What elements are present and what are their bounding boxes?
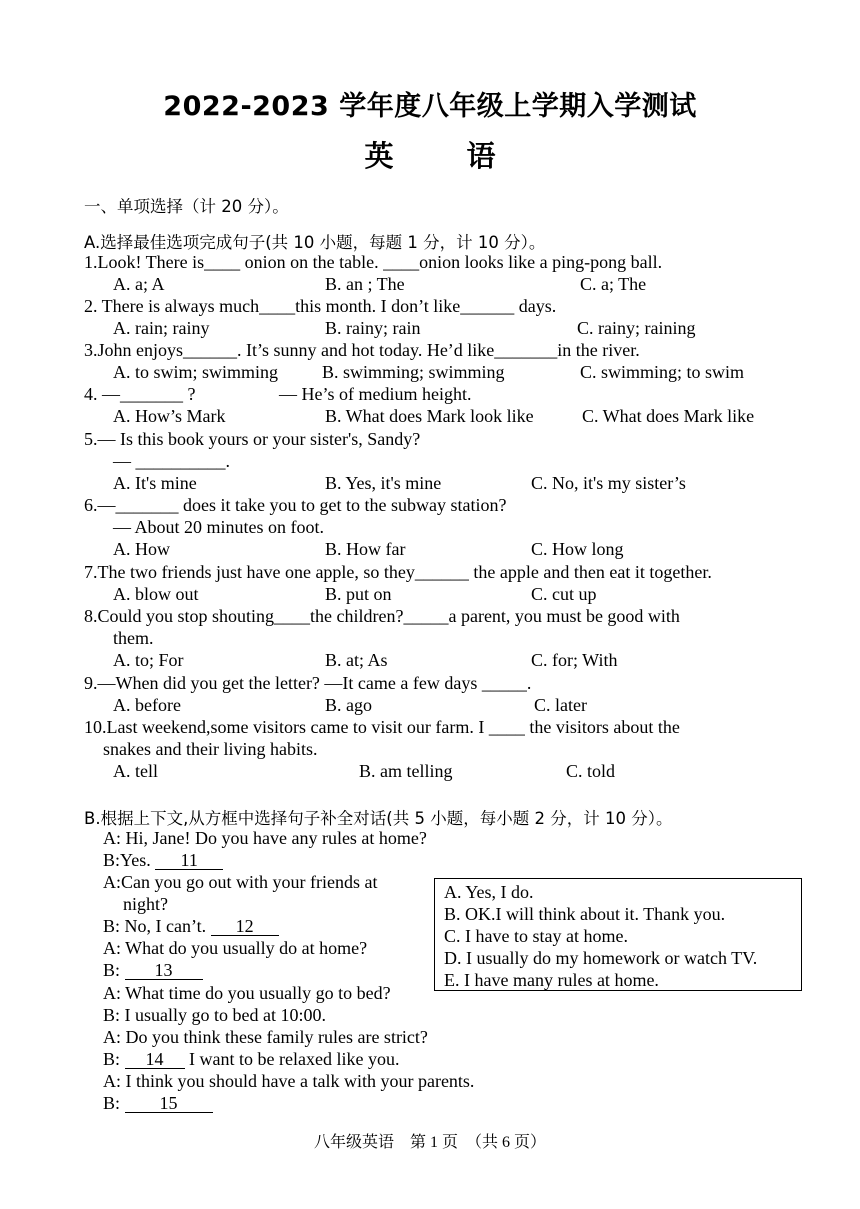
dialogue-line: A:Can you go out with your friends at	[103, 872, 378, 892]
option-c: C. told	[566, 761, 616, 781]
question-stem: 9.—When did you get the letter? —It came a few days _____.	[84, 673, 532, 693]
box-option: B. OK.I will think about it. Thank you.	[444, 904, 726, 924]
dialogue-line: A: I think you should have a talk with your parents.	[103, 1071, 475, 1091]
box-option: E. I have many rules at home.	[444, 970, 659, 990]
blank-12: 12	[211, 917, 279, 936]
blank-15: 15	[125, 1094, 213, 1113]
section-heading: 一、单项选择（计 20 分）。	[84, 197, 289, 216]
option-c: C. No, it's my sister’s	[531, 473, 686, 493]
options-box	[434, 878, 802, 991]
question-stem: 1.Look! There is____ onion on the table. ____onion looks like a ping-pong ball.	[84, 252, 663, 272]
option-b: B. ago	[325, 695, 372, 715]
option-b: B. How far	[325, 539, 406, 559]
question-stem: 6.—_______ does it take you to get to the subway station?	[84, 495, 507, 515]
question-stem: 3.John enjoys______. It’s sunny and hot today. He’d like_______in the river.	[84, 340, 640, 360]
option-c: C. rainy; raining	[577, 318, 696, 338]
option-b: B. put on	[325, 584, 392, 604]
dialogue-line: B: I usually go to bed at 10:00.	[103, 1005, 326, 1025]
option-a: A. How	[113, 539, 170, 559]
option-a: A. to; For	[113, 650, 184, 670]
question-stem: 7.The two friends just have one apple, so they______ the apple and then eat it together.	[84, 562, 712, 582]
dialogue-line-cont: night?	[123, 894, 168, 914]
part-b-heading: B.根据上下文,从方框中选择句子补全对话(共 5 小题，每小题 2 分，计 10 分）。	[84, 809, 673, 828]
option-b: B. rainy; rain	[325, 318, 421, 338]
question-reply: — __________.	[113, 451, 230, 471]
option-b: B. an ; The	[325, 274, 405, 294]
option-a: A. tell	[113, 761, 158, 781]
exam-title: 2022-2023 学年度八年级上学期入学测试	[163, 91, 697, 122]
blank-13: 13	[125, 961, 203, 980]
dialogue-line: A: Do you think these family rules are strict?	[103, 1027, 428, 1047]
option-b: B. Yes, it's mine	[325, 473, 442, 493]
question-stem-cont: them.	[113, 628, 154, 648]
question-reply: — About 20 minutes on foot.	[113, 517, 324, 537]
dialogue-line: B: 14 I want to be relaxed like you.	[103, 1049, 400, 1069]
option-a: A. to swim; swimming	[113, 362, 279, 382]
question-stem: 2. There is always much____this month. I don’t like______ days.	[84, 296, 557, 316]
part-a-heading: A.选择最佳选项完成句子(共 10 小题，每题 1 分，计 10 分）。	[84, 233, 546, 252]
option-c: C. cut up	[531, 584, 597, 604]
box-option: A. Yes, I do.	[444, 882, 534, 902]
option-c: C. for; With	[531, 650, 618, 670]
dialogue-line: B: 15	[103, 1092, 213, 1114]
blank-11: 11	[155, 851, 223, 870]
option-c: C. What does Mark like	[582, 406, 755, 426]
dialogue-line: B: 13	[103, 959, 203, 981]
box-option: D. I usually do my homework or watch TV.	[444, 948, 758, 968]
dialogue-line: A: What do you usually do at home?	[103, 938, 368, 958]
question-stem: 4. —_______ ?	[84, 384, 196, 404]
option-b: B. swimming; swimming	[322, 362, 505, 382]
dialogue-line: B:Yes. 11	[103, 849, 223, 871]
subject-title: 英 语	[364, 139, 518, 173]
blank-14: 14	[125, 1050, 185, 1069]
option-b: B. What does Mark look like	[325, 406, 534, 426]
question-stem: 10.Last weekend,some visitors came to visit our farm. I ____ the visitors about the	[84, 717, 680, 737]
dialogue-line: A: Hi, Jane! Do you have any rules at home?	[103, 828, 427, 848]
question-stem-cont: snakes and their living habits.	[103, 739, 318, 759]
option-b: B. at; As	[325, 650, 388, 670]
option-b: B. am telling	[359, 761, 453, 781]
dialogue-line: B: No, I can’t. 12	[103, 915, 279, 937]
option-c: C. a; The	[580, 274, 647, 294]
option-c: C. later	[534, 695, 587, 715]
page-footer: 八年级英语 第 1 页 （共 6 页）	[313, 1134, 546, 1151]
option-c: C. swimming; to swim	[580, 362, 745, 382]
option-a: A. It's mine	[113, 473, 197, 493]
question-stem: 8.Could you stop shouting____the children?_____a parent, you must be good with	[84, 606, 680, 626]
option-a: A. How’s Mark	[113, 406, 226, 426]
option-c: C. How long	[531, 539, 624, 559]
dialogue-line: A: What time do you usually go to bed?	[103, 983, 391, 1003]
option-a: A. blow out	[113, 584, 199, 604]
option-a: A. before	[113, 695, 181, 715]
option-a: A. a; A	[113, 274, 165, 294]
question-reply: — He’s of medium height.	[279, 384, 472, 404]
box-option: C. I have to stay at home.	[444, 926, 628, 946]
option-a: A. rain; rainy	[113, 318, 210, 338]
question-stem: 5.— Is this book yours or your sister's, Sandy?	[84, 429, 421, 449]
